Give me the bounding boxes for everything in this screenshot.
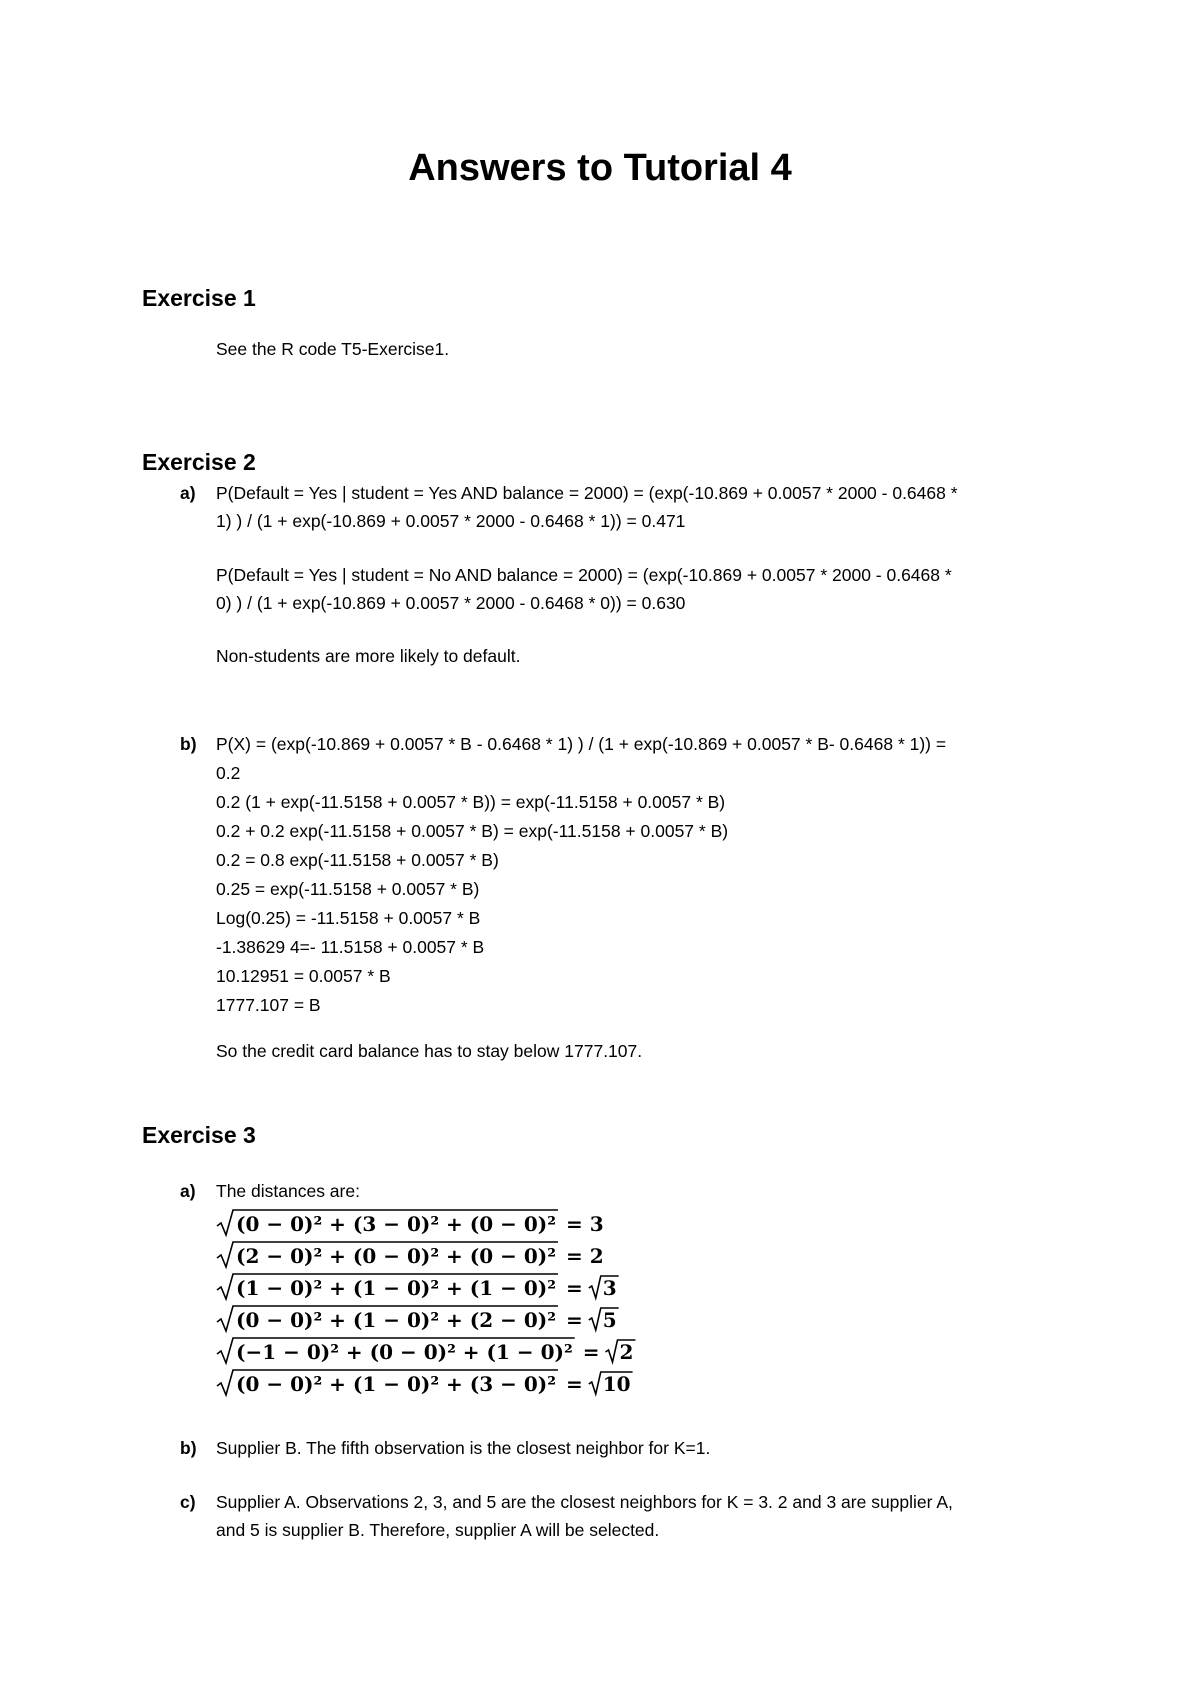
formula-radicand: (2 − 0)² + (0 − 0)² + (0 − 0)² bbox=[236, 1244, 556, 1268]
exercise-2b-line: 0.2 (1 + exp(-11.5158 + 0.0057 * B)) = exp(-11.5158 + 0.0057 * B) bbox=[216, 792, 726, 812]
formula-radicand: (0 − 0)² + (1 − 0)² + (3 − 0)² bbox=[236, 1372, 556, 1396]
exercise-3c-marker: c) bbox=[180, 1492, 196, 1512]
exercise-2b-line: 0.2 bbox=[216, 763, 241, 783]
formula-result: = 3 bbox=[565, 1212, 604, 1236]
distance-formula bbox=[216, 1239, 656, 1269]
distance-formula bbox=[216, 1271, 656, 1301]
exercise-2b-line: P(X) = (exp(-10.869 + 0.0057 * B - 0.6468 * 1) ) / (1 + exp(-10.869 + 0.0057 * B- 0.6468 * 1)) = bbox=[216, 734, 947, 754]
formula-result-root: 3 bbox=[602, 1276, 617, 1300]
exercise-2b-line: 1777.107 = B bbox=[216, 995, 321, 1015]
exercise-2b-line: Log(0.25) = -11.5158 + 0.0057 * B bbox=[216, 908, 481, 928]
distance-formula bbox=[216, 1207, 656, 1237]
exercise-3b-text: Supplier B. The fifth observation is the closest neighbor for K=1. bbox=[216, 1438, 711, 1458]
distance-formula bbox=[216, 1367, 656, 1397]
exercise-2b-line: 0.2 = 0.8 exp(-11.5158 + 0.0057 * B) bbox=[216, 850, 499, 870]
exercise-3b-marker: b) bbox=[180, 1438, 197, 1458]
exercise-3c-line: Supplier A. Observations 2, 3, and 5 are the closest neighbors for K = 3. 2 and 3 are supplier A, bbox=[216, 1492, 953, 1512]
formula-result-root: 5 bbox=[602, 1308, 617, 1332]
distance-formula bbox=[216, 1335, 656, 1365]
formula-radicand: (0 − 0)² + (1 − 0)² + (2 − 0)² bbox=[236, 1308, 556, 1332]
formula-result: = bbox=[582, 1340, 600, 1364]
exercise-1-heading: Exercise 1 bbox=[142, 285, 256, 311]
exercise-2b-line: 0.25 = exp(-11.5158 + 0.0057 * B) bbox=[216, 879, 480, 899]
exercise-2b-conclusion: So the credit card balance has to stay below 1777.107. bbox=[216, 1041, 643, 1061]
exercise-2b-line: -1.38629 4=- 11.5158 + 0.0057 * B bbox=[216, 937, 485, 957]
formula-radicand: (0 − 0)² + (3 − 0)² + (0 − 0)² bbox=[236, 1212, 556, 1236]
exercise-2a-marker: a) bbox=[180, 483, 196, 503]
formula-radicand: (−1 − 0)² + (0 − 0)² + (1 − 0)² bbox=[236, 1340, 573, 1364]
page-title: Answers to Tutorial 4 bbox=[408, 147, 792, 189]
exercise-2-heading: Exercise 2 bbox=[142, 449, 256, 475]
formula-result-root: 10 bbox=[602, 1372, 631, 1396]
exercise-2b-line: 0.2 + 0.2 exp(-11.5158 + 0.0057 * B) = exp(-11.5158 + 0.0057 * B) bbox=[216, 821, 729, 841]
formula-result: = bbox=[565, 1372, 583, 1396]
exercise-2a-conclusion: Non-students are more likely to default. bbox=[216, 646, 521, 666]
exercise-2a-line: P(Default = Yes | student = No AND balance = 2000) = (exp(-10.869 + 0.0057 * 2000 - 0.6468 * bbox=[216, 565, 952, 585]
exercise-3a-intro: The distances are: bbox=[216, 1181, 360, 1201]
formula-result-root: 2 bbox=[619, 1340, 634, 1364]
formula-result: = bbox=[565, 1276, 583, 1300]
formula-radicand: (1 − 0)² + (1 − 0)² + (1 − 0)² bbox=[236, 1276, 556, 1300]
exercise-2a-line: 0) ) / (1 + exp(-10.869 + 0.0057 * 2000 - 0.6468 * 0)) = 0.630 bbox=[216, 593, 686, 613]
exercise-2b-marker: b) bbox=[180, 734, 197, 754]
exercise-2a-line: 1) ) / (1 + exp(-10.869 + 0.0057 * 2000 - 0.6468 * 1)) = 0.471 bbox=[216, 511, 686, 531]
exercise-3a-marker: a) bbox=[180, 1181, 196, 1201]
exercise-1-text: See the R code T5-Exercise1. bbox=[216, 339, 450, 359]
formula-result: = 2 bbox=[565, 1244, 604, 1268]
exercise-2a-line: P(Default = Yes | student = Yes AND balance = 2000) = (exp(-10.869 + 0.0057 * 2000 - 0.6468 * bbox=[216, 483, 958, 503]
formula-result: = bbox=[565, 1308, 583, 1332]
exercise-2b-line: 10.12951 = 0.0057 * B bbox=[216, 966, 391, 986]
exercise-3-heading: Exercise 3 bbox=[142, 1122, 256, 1148]
distance-formula bbox=[216, 1303, 656, 1333]
exercise-3c-line: and 5 is supplier B. Therefore, supplier A will be selected. bbox=[216, 1520, 660, 1540]
